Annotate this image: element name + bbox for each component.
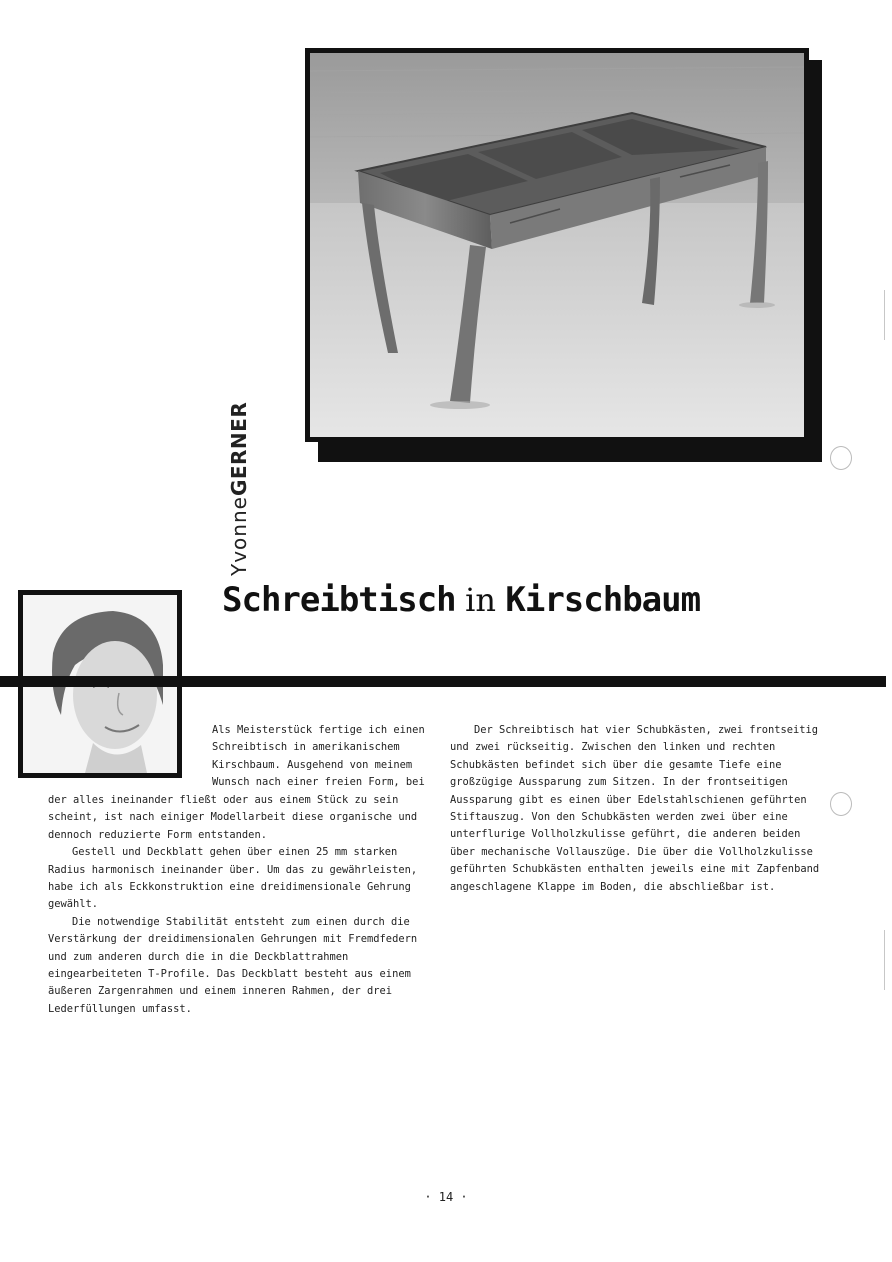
headline-part-2: in	[465, 581, 496, 619]
paragraph-intro: Als Meisterstück fertige ich einen Schreibtisch in amerikanischem Kirschbaum. Ausgehend von meinem Wunsch nach einer freien Form, bei	[212, 724, 425, 789]
desk-photo-frame	[305, 48, 809, 442]
horizontal-rule	[0, 676, 886, 687]
page-number: · 14 ·	[424, 1190, 468, 1204]
binder-hole	[830, 792, 852, 816]
author-first-name: Yvonne	[227, 496, 251, 576]
left-column-intro	[212, 722, 432, 792]
paragraph-2: Gestell und Deckblatt gehen über einen 25 mm starken Radius harmonisch ineinander über. Um das zu gewährleisten, habe ich als Eckkonstruktion eine dreidimensionale Gehrung gewählt.	[48, 846, 418, 911]
paragraph-intro-continuation: der alles ineinander fließt oder aus einem Stück zu sein scheint, ist nach einiger Modellarbeit diese organische und dennoch reduzierte Form entstanden.	[48, 794, 418, 841]
article-headline	[222, 580, 700, 620]
margin-mark	[884, 930, 885, 990]
headline-part-1: Schreibtisch	[222, 580, 456, 620]
paragraph-right-1: Der Schreibtisch hat vier Schubkästen, zwei frontseitig und zwei rückseitig. Zwischen den linken und rechten Schubkästen befindet sich über die gesamte Tiefe eine großzügige Aussparung zum Sitzen. In der frontseitigen Aussparung gibt es einen über Edelstahlschienen geführten Stiftauszug. Von den Schubkästen werden zwei über eine unterflurige Vollholzkulisse geführt, die anderen beiden über mechanische Vollauszüge. Die über die Vollholzkulisse geführten Schubkästen enthalten jeweils eine mit Zapfenband angeschlagene Klappe im Boden, die abschließbar ist.	[450, 724, 820, 893]
desk-photo	[310, 53, 804, 437]
left-column-body	[48, 792, 432, 1018]
margin-mark	[884, 290, 885, 340]
author-last-name: GERNER	[227, 401, 251, 497]
right-column	[450, 722, 830, 896]
binder-hole	[830, 446, 852, 470]
headline-part-3: Kirschbaum	[505, 580, 701, 620]
paragraph-3: Die notwendige Stabilität entsteht zum einen durch die Verstärkung der dreidimensionalen Gehrungen mit Fremdfedern und zum anderen durch die in die Deckblattrahmen eingearbeiteten T-Profile. Das Deckblatt besteht aus einem äußeren Zargenrahmen und einem inneren Rahmen, der drei Lederfüllungen umfasst.	[48, 915, 418, 1015]
